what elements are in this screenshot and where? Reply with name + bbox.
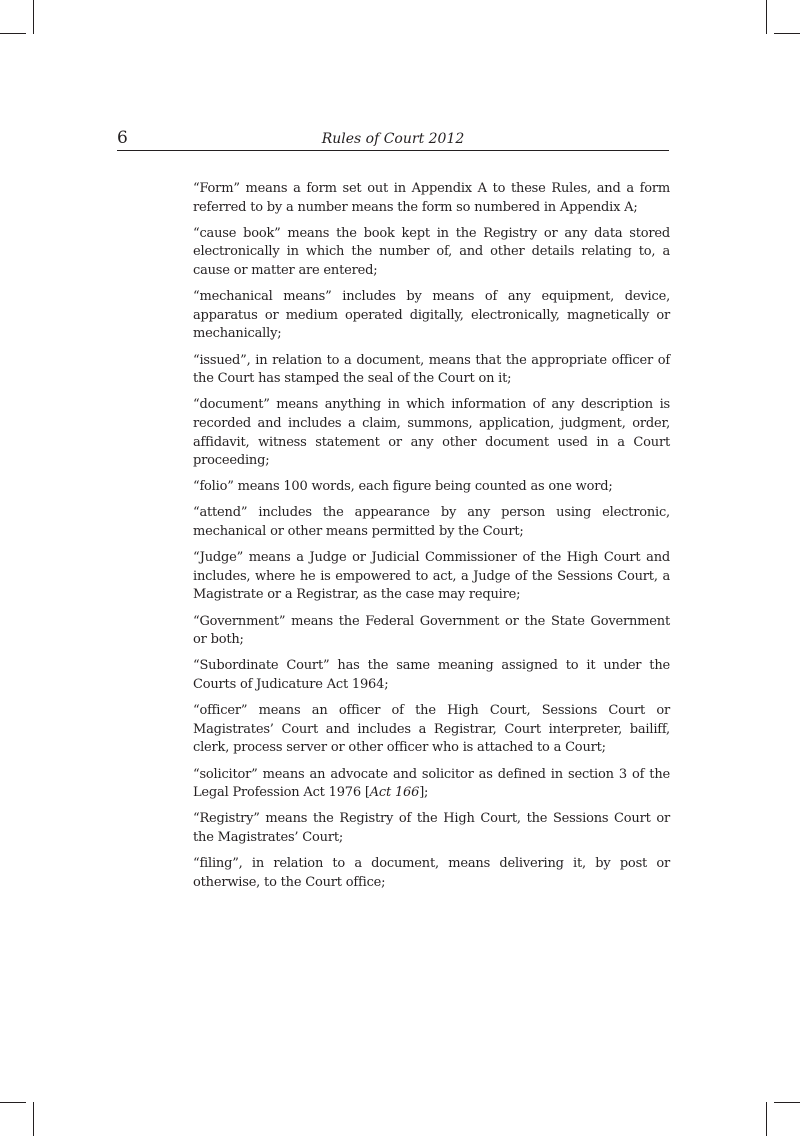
definition-mechanical-means: “mechanical means” includes by means of any equipment, device, apparatus or medium operated digitally, electronically, magnetically or mechanically; [193,289,670,342]
crop-mark-bottom-right-horizontal [774,1102,800,1103]
crop-mark-top-right-vertical [766,0,767,34]
act-reference: Act 166 [369,785,420,801]
crop-mark-bottom-left-vertical [33,1102,34,1136]
page-number: 6 [117,128,128,148]
definition-issued: “issued”, in relation to a document, means that the appropriate officer of the Court has stamped the seal of the Court on it; [193,352,670,387]
definition-government: “Government” means the Federal Government or the State Government or both; [193,613,670,648]
definition-document: “document” means anything in which information of any description is recorded and includes a claim, summons, application, judgment, order, affidavit, witness statement or any other document used in a Court proceeding; [193,397,670,469]
definition-folio: “folio” means 100 words, each figure being counted as one word; [193,479,613,495]
running-title: Rules of Court 2012 [321,131,465,147]
running-head [117,128,669,151]
definition-solicitor-text: “solicitor” means an advocate and solicitor as defined in section 3 of the Legal Profession Act 1976 [ [193,766,670,801]
definition-judge: “Judge” means a Judge or Judicial Commissioner of the High Court and includes, where he is empowered to act, a Judge of the Sessions Court, a Magistrate or a Registrar, as the case may require; [193,550,670,603]
definition-registry: “Registry” means the Registry of the High Court, the Sessions Court or the Magistrates’ Court; [193,811,670,845]
crop-mark-bottom-left-horizontal [0,1102,26,1103]
crop-mark-top-right-horizontal [774,33,800,34]
definition-cause-book: “cause book” means the book kept in the Registry or any data stored electronically in which the number of, and other details relating to, a cause or matter are entered; [193,225,670,278]
definition-solicitor-text-end: ]; [419,785,429,801]
definition-subordinate-court: “Subordinate Court” has the same meaning assigned to it under the Courts of Judicature Act 1964; [193,658,670,692]
definitions-list [193,180,670,900]
definition-filing: “filing”, in relation to a document, means delivering it, by post or otherwise, to the Court office; [193,856,670,890]
definition-solicitor [193,766,670,803]
definition-officer: “officer” means an officer of the High Court, Sessions Court or Magistrates’ Court and includes a Registrar, Court interpreter, bailiff, clerk, process server or other officer who is attached to a Court; [193,703,670,756]
crop-mark-bottom-right-vertical [766,1102,767,1136]
definition-attend: “attend” includes the appearance by any person using electronic, mechanical or other means permitted by the Court; [193,505,670,540]
crop-mark-top-left-horizontal [0,33,26,34]
definition-form: “Form” means a form set out in Appendix A to these Rules, and a form referred to by a number means the form so numbered in Appendix A; [193,181,670,215]
crop-mark-top-left-vertical [33,0,34,34]
